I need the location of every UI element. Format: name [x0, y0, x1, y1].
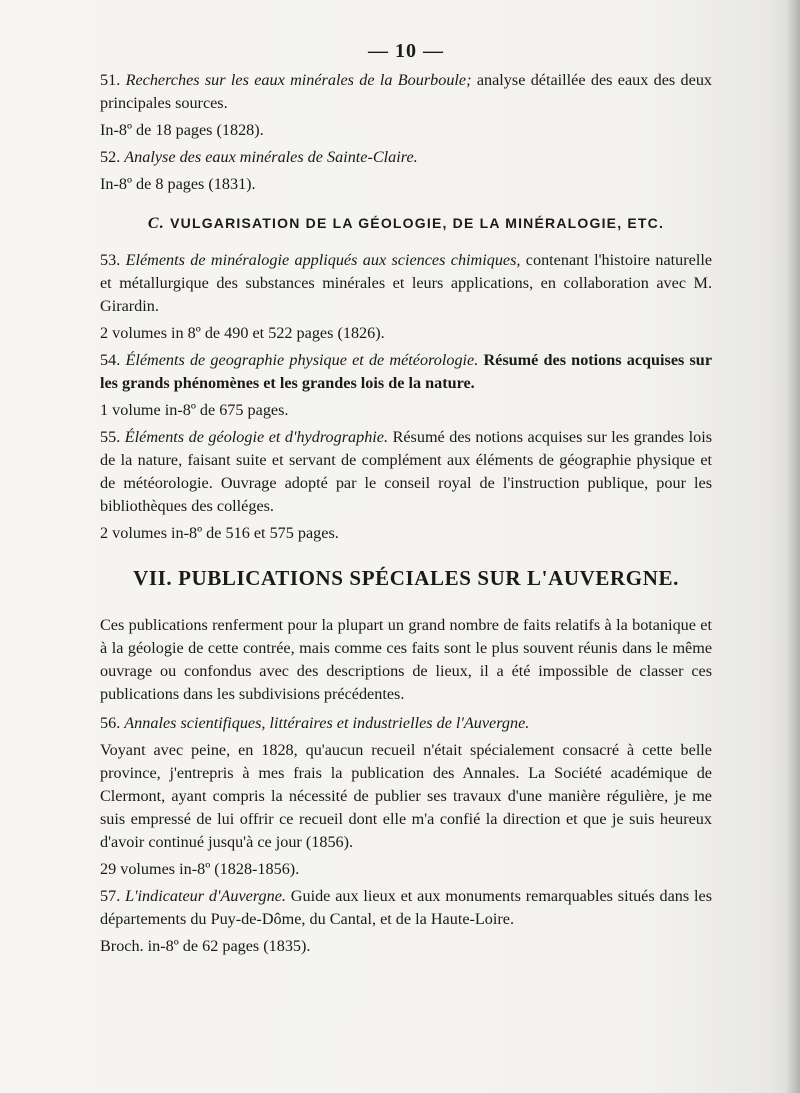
entry-53	[100, 249, 712, 318]
page-number: — 10 —	[368, 40, 444, 62]
section-intro: Ces publications renferment pour la plupart un grand nombre de faits relatifs à la botanique et à la géologie de cette contrée, mais comme ces faits sont le plus souvent réunis dans le même ouvrage ou confondus avec des descriptions de lieux, il a été impossible de classer ces publications dans les subdivisions précédentes.	[100, 616, 712, 703]
entry-format: Broch. in-8º de 62 pages (1835).	[100, 937, 311, 955]
subsection-title: VULGARISATION DE LA GÉOLOGIE, DE LA MINÉRALOGIE, ETC.	[170, 215, 665, 231]
entry-description: Résumé des notions acquises sur les grandes lois de la nature, faisant suite et servant de complément aux éléments de géographie physique et de météorologie. Ouvrage adopté par le conseil royal de l'instruction publique, pour les bibliothèques des colléges.	[100, 428, 712, 515]
subsection-heading	[100, 212, 712, 235]
entry-description: Résumé des notions acquises sur les grands phénomènes et les grandes lois de la nature.	[100, 351, 712, 392]
entry-body: Voyant avec peine, en 1828, qu'aucun recueil n'était spécialement consacré à cette belle province, j'entrepris à mes frais la publication des Annales. La Société académique de Clermont, ayant compris la nécessité de publier ses travaux d'une manière régulière, je me suis empressé de lui offrir ce recueil dont elle m'a confié la direction et que je suis heureux d'avoir continué jusqu'à ce jour (1856).	[100, 741, 712, 851]
page-edge-shadow	[786, 0, 800, 1093]
entry-title: Analyse des eaux minérales de Sainte-Claire.	[124, 148, 418, 166]
entry-title: Annales scientifiques, littéraires et industrielles de l'Auvergne.	[124, 714, 530, 732]
entry-number: 56.	[100, 714, 121, 732]
entry-54	[100, 349, 712, 395]
entry-title: Eléments de minéralogie appliqués aux sciences chimiques,	[125, 251, 521, 269]
entry-number: 51.	[100, 71, 121, 89]
entry-title: Éléments de géologie et d'hydrographie.	[124, 428, 389, 446]
entry-number: 57.	[100, 887, 121, 905]
entry-format: 29 volumes in-8º (1828-1856).	[100, 860, 300, 878]
entry-format: 2 volumes in-8º de 516 et 575 pages.	[100, 524, 339, 542]
entry-description: analyse détaillée des eaux des deux principales sources.	[100, 71, 713, 112]
entry-number: 54.	[100, 351, 121, 369]
entry-format: 1 volume in-8º de 675 pages.	[100, 401, 289, 419]
entry-title: Éléments de geographie physique et de météorologie.	[125, 351, 479, 369]
entry-description: Guide aux lieux et aux monuments remarquables situés dans les départements du Puy-de-Dôme, du Cantal, et de la Haute-Loire.	[100, 887, 712, 928]
entry-format: In-8º de 18 pages (1828).	[100, 121, 264, 139]
entry-description: contenant l'histoire naturelle et métallurgique des substances minérales et leurs applications, en collaboration avec M. Girardin.	[100, 251, 713, 315]
entry-number: 52.	[100, 148, 121, 166]
entry-title: L'indicateur d'Auvergne.	[125, 887, 286, 905]
page-content	[100, 40, 712, 958]
entry-55	[100, 426, 712, 518]
section-heading: VII. PUBLICATIONS SPÉCIALES SUR L'AUVERGNE.	[133, 566, 679, 590]
entry-format: In-8º de 8 pages (1831).	[100, 175, 256, 193]
entry-format: 2 volumes in 8º de 490 et 522 pages (1826).	[100, 324, 385, 342]
subsection-letter: C.	[147, 215, 165, 232]
entry-57	[100, 885, 712, 931]
entry-title: Recherches sur les eaux minérales de la Bourboule;	[125, 71, 472, 89]
entry-51	[100, 69, 712, 115]
entry-number: 53.	[100, 251, 121, 269]
entry-52	[100, 146, 712, 169]
entry-56	[100, 712, 712, 735]
entry-number: 55.	[100, 428, 121, 446]
